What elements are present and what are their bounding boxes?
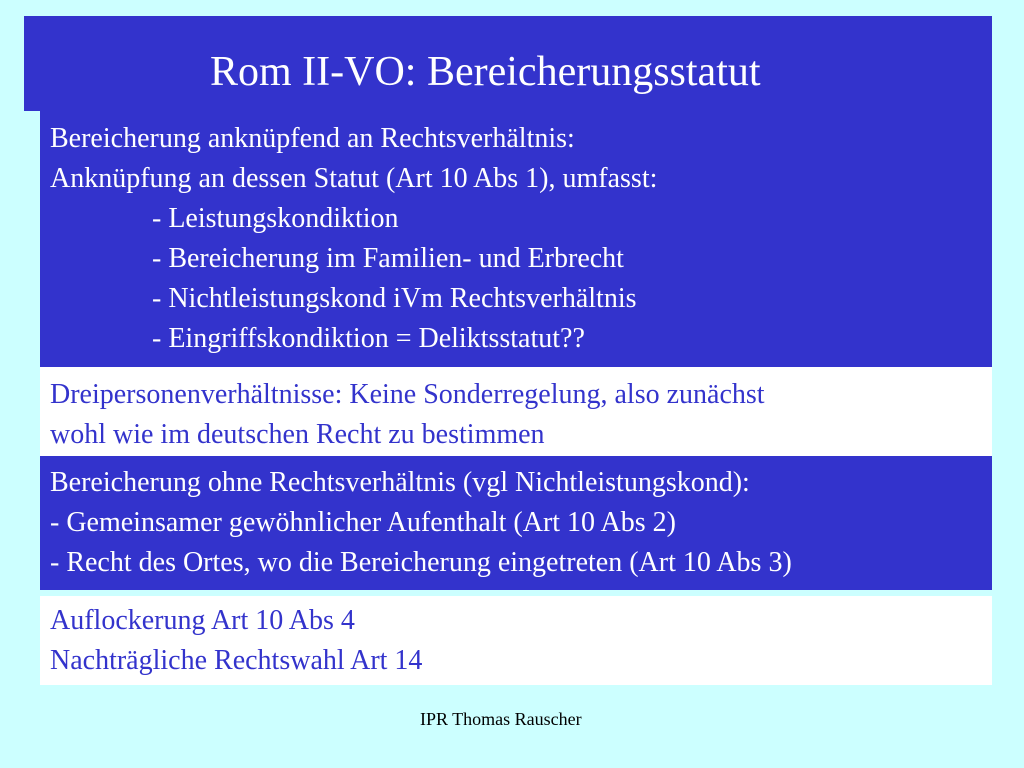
block-line: Dreipersonenverhältnisse: Keine Sonderregelung, also zunächst xyxy=(50,379,765,410)
slide-title: Rom II-VO: Bereicherungsstatut xyxy=(210,49,761,95)
block-line: Bereicherung anknüpfend an Rechtsverhältnis: xyxy=(50,123,575,154)
list-item: - Eingriffskondiktion = Deliktsstatut?? xyxy=(152,323,585,354)
block-dreipersonen xyxy=(40,367,992,456)
block-line: wohl wie im deutschen Recht zu bestimmen xyxy=(50,419,545,450)
list-item: - Leistungskondiktion xyxy=(152,203,399,234)
block-line: - Gemeinsamer gewöhnlicher Aufenthalt (Art 10 Abs 2) xyxy=(50,507,676,538)
block-rechtsverhaeltnis xyxy=(40,111,992,367)
list-item: - Bereicherung im Familien- und Erbrecht xyxy=(152,243,624,274)
block-line: Auflockerung Art 10 Abs 4 xyxy=(50,605,355,636)
list-item: - Nichtleistungskond iVm Rechtsverhältnis xyxy=(152,283,637,314)
block-line: - Recht des Ortes, wo die Bereicherung eingetreten (Art 10 Abs 3) xyxy=(50,547,792,578)
block-ohne-rechtsverhaeltnis xyxy=(40,456,992,590)
block-auflockerung xyxy=(40,596,992,685)
block-line: Anknüpfung an dessen Statut (Art 10 Abs 1), umfasst: xyxy=(50,163,658,194)
footer-author: IPR Thomas Rauscher xyxy=(420,709,582,729)
block-line: Bereicherung ohne Rechtsverhältnis (vgl Nichtleistungskond): xyxy=(50,467,750,498)
block-line: Nachträgliche Rechtswahl Art 14 xyxy=(50,645,423,676)
